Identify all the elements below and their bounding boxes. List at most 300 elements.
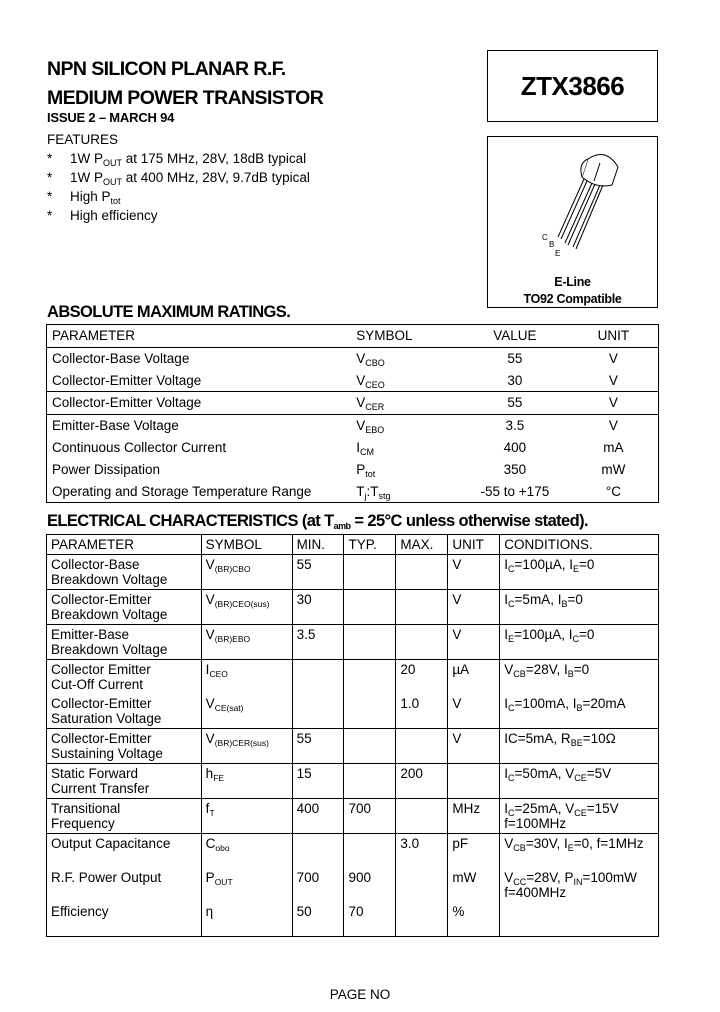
conditions-c2: [504, 746, 654, 761]
symbol-main: I: [205, 662, 210, 677]
conditions-c2: [504, 572, 654, 587]
package-compat: TO92 Compatible: [523, 292, 622, 306]
conditions-cell: [500, 902, 659, 937]
abs-param: Operating and Storage Temperature Range: [52, 483, 312, 499]
typ-cell: [344, 555, 396, 590]
param-cell: [47, 799, 202, 834]
abs-row: [47, 347, 659, 369]
symbol-main: η: [205, 904, 214, 919]
feature-text: 1W P: [70, 151, 104, 166]
condition-fragment: E: [508, 634, 515, 644]
abs-param: Continuous Collector Current: [52, 439, 227, 455]
abs-row: [47, 415, 659, 437]
electrical-title-pre: ELECTRICAL CHARACTERISTICS (at T: [47, 512, 334, 530]
symbol-cell: [201, 694, 292, 729]
condition-fragment: =0: [579, 557, 595, 572]
feature-bullet: *: [47, 151, 53, 166]
symbol-cell: [201, 590, 292, 625]
param-line-1: Static Forward: [51, 766, 139, 781]
abs-symbol-sub: j: [364, 490, 367, 501]
feature-text: High P: [70, 189, 111, 204]
param-line-1: Collector-Emitter: [51, 592, 152, 607]
min-cell: 55: [292, 555, 344, 590]
symbol-main: V: [205, 557, 215, 572]
title-line-1: NPN SILICON PLANAR R.F.: [47, 58, 286, 80]
condition-fragment: C: [572, 634, 580, 644]
electrical-row: [47, 625, 659, 660]
abs-unit: mW: [601, 461, 626, 477]
abs-symbol: [351, 370, 461, 392]
typ-cell: [344, 694, 396, 729]
condition-fragment: =100µA, I: [514, 627, 573, 642]
min-cell: 700: [292, 868, 344, 902]
abs-header-row: [47, 325, 659, 348]
conditions-c2: [504, 816, 654, 831]
condition-fragment: =5V: [586, 766, 612, 781]
min-cell: [292, 660, 344, 695]
param-line-2: Cut-Off Current: [51, 677, 144, 692]
symbol-sub: (BR)CER(sus): [214, 738, 269, 748]
abs-unit: V: [608, 350, 618, 366]
abs-value: 3.5: [505, 418, 525, 434]
condition-fragment: I: [504, 627, 509, 642]
feature-text: 1W P: [70, 170, 104, 185]
part-number-box: [487, 50, 658, 122]
abs-symbol-main-2: :T: [366, 483, 379, 499]
unit-cell: %: [448, 902, 500, 937]
param-line-2: Breakdown Voltage: [51, 607, 168, 622]
abs-symbol-main: I: [356, 439, 361, 455]
feature-item: [47, 149, 310, 168]
symbol-sub: (BR)CBO: [214, 564, 251, 574]
abs-param: Power Dissipation: [52, 461, 161, 477]
abs-unit: V: [569, 370, 659, 392]
electrical-table: [46, 534, 659, 937]
feature-item: [47, 168, 310, 187]
electrical-header-cell: MIN.: [292, 535, 344, 555]
condition-fragment: IN: [573, 877, 583, 887]
param-line-2: Frequency: [51, 816, 115, 831]
symbol-main: V: [205, 592, 215, 607]
min-cell: [292, 834, 344, 869]
abs-symbol: [351, 481, 461, 503]
max-cell: [396, 625, 448, 660]
condition-fragment: E: [573, 564, 580, 574]
feature-text: High efficiency: [70, 208, 158, 223]
max-cell: [396, 902, 448, 937]
feature-bullet: *: [47, 208, 53, 223]
abs-value: 55: [507, 350, 523, 366]
param-cell: [47, 729, 202, 764]
condition-fragment: V: [504, 662, 514, 677]
symbol-cell: [201, 902, 292, 937]
electrical-row: [47, 694, 659, 729]
unit-cell: [448, 764, 500, 799]
abs-symbol-main: V: [356, 350, 366, 366]
conditions-c1: [504, 557, 654, 572]
typ-cell: [344, 729, 396, 764]
conditions-c2: [504, 607, 654, 622]
abs-row: [47, 370, 659, 392]
symbol-cell: [201, 799, 292, 834]
part-number: ZTX3866: [520, 70, 625, 101]
abs-symbol-sub: CBO: [365, 357, 385, 368]
unit-cell: V: [448, 555, 500, 590]
condition-fragment: B: [561, 599, 568, 609]
max-cell: [396, 590, 448, 625]
abs-header-cell: UNIT: [569, 325, 659, 348]
condition-fragment: C: [508, 703, 515, 713]
abs-symbol-sub: CEO: [365, 379, 385, 390]
condition-fragment: =0: [579, 627, 595, 642]
condition-fragment: =0: [567, 592, 583, 607]
abs-symbol-sub-2: stg: [378, 490, 391, 501]
condition-fragment: =0, f=1MHz: [573, 836, 644, 851]
package-name: E-Line: [554, 275, 591, 289]
abs-symbol-main: V: [356, 372, 366, 388]
condition-fragment: =100mA, I: [514, 696, 577, 711]
abs-symbol: [351, 415, 461, 437]
max-cell: 1.0: [396, 694, 448, 729]
electrical-row: [47, 590, 659, 625]
conditions-c2: [504, 851, 654, 866]
condition-fragment: V: [504, 870, 514, 885]
electrical-row: [47, 660, 659, 695]
conditions-c1: [504, 801, 654, 816]
feature-bullet: *: [47, 189, 53, 204]
abs-symbol-sub: EBO: [365, 425, 385, 436]
min-cell: 3.5: [292, 625, 344, 660]
feature-bullet: *: [47, 170, 53, 185]
conditions-c1: [504, 731, 654, 746]
condition-fragment: =28V, P: [526, 870, 574, 885]
abs-symbol-sub: tot: [365, 468, 376, 479]
abs-symbol-main: V: [356, 418, 366, 434]
condition-fragment: =30V, I: [525, 836, 568, 851]
typ-cell: [344, 834, 396, 869]
unit-cell: V: [448, 590, 500, 625]
abs-value: 350: [503, 461, 527, 477]
symbol-sub: CEO: [209, 669, 228, 679]
abs-value: 30: [461, 370, 569, 392]
feature-subscript: OUT: [103, 177, 123, 187]
conditions-c2: [504, 642, 654, 657]
param-line-1: Collector-Base: [51, 557, 140, 572]
electrical-title-post: = 25°C unless otherwise stated).: [350, 512, 588, 530]
abs-header-cell: SYMBOL: [351, 325, 461, 348]
condition-fragment: CB: [513, 843, 526, 853]
symbol-sub: (BR)CEO(sus): [214, 599, 270, 609]
feature-text-tail: at 175 MHz, 28V, 18dB typical: [122, 151, 307, 166]
min-cell: 30: [292, 590, 344, 625]
symbol-main: P: [205, 870, 215, 885]
abs-unit: V: [569, 392, 659, 415]
param-line-2: Breakdown Voltage: [51, 572, 168, 587]
abs-symbol-main: V: [356, 395, 366, 411]
conditions-cell: [500, 868, 659, 902]
electrical-header-cell: MAX.: [396, 535, 448, 555]
abs-unit: mA: [603, 439, 624, 455]
electrical-row: [47, 799, 659, 834]
condition-fragment: =10Ω: [582, 731, 616, 746]
abs-symbol: [351, 347, 461, 369]
conditions-cell: [500, 764, 659, 799]
abs-header-cell: PARAMETER: [47, 325, 352, 348]
abs-unit: °C: [605, 483, 621, 499]
param-cell: [47, 834, 202, 869]
abs-value: 400: [503, 439, 527, 455]
symbol-main: C: [205, 836, 216, 851]
param-cell: [47, 590, 202, 625]
symbol-cell: [201, 555, 292, 590]
abs-max-title: ABSOLUTE MAXIMUM RATINGS.: [47, 303, 291, 321]
conditions-c1: [504, 627, 654, 642]
conditions-c2: [504, 711, 654, 726]
condition-fragment: CC: [513, 877, 527, 887]
typ-cell: 70: [344, 902, 396, 937]
conditions-cell: [500, 555, 659, 590]
condition-fragment: CE: [574, 808, 587, 818]
condition-fragment: I: [504, 801, 509, 816]
feature-item: [47, 206, 310, 225]
typ-cell: 700: [344, 799, 396, 834]
condition-fragment: =28V, I: [525, 662, 568, 677]
electrical-header-cell: PARAMETER: [47, 535, 202, 555]
param-line-1: Collector-Emitter: [51, 731, 152, 746]
max-cell: 20: [396, 660, 448, 695]
condition-fragment: B: [576, 703, 583, 713]
condition-fragment: C: [508, 773, 515, 783]
max-cell: 3.0: [396, 834, 448, 869]
abs-row: [47, 437, 659, 459]
min-cell: 15: [292, 764, 344, 799]
abs-symbol: [351, 392, 461, 415]
symbol-main: V: [205, 731, 215, 746]
condition-fragment: =5mA, I: [514, 592, 562, 607]
condition-fragment: C: [508, 599, 515, 609]
condition-fragment: C: [508, 564, 515, 574]
abs-row: [47, 481, 659, 503]
symbol-sub: FE: [213, 773, 225, 783]
condition-fragment: =50mA, V: [514, 766, 575, 781]
symbol-sub: OUT: [214, 877, 233, 887]
abs-param: Collector-Base Voltage: [52, 350, 190, 366]
unit-cell: pF: [448, 834, 500, 869]
param-line-1: Emitter-Base: [51, 627, 130, 642]
param-line-1: Collector Emitter: [51, 662, 151, 677]
param-cell: [47, 660, 202, 695]
conditions-cell: [500, 694, 659, 729]
condition-fragment: E: [567, 843, 574, 853]
condition-fragment: =20mA: [582, 696, 626, 711]
electrical-row: [47, 729, 659, 764]
features-list: [47, 130, 310, 225]
page-number: PAGE NO: [329, 987, 391, 1002]
abs-unit: V: [608, 418, 618, 434]
feature-text-tail: at 400 MHz, 28V, 9.7dB typical: [122, 170, 310, 185]
conditions-cell: [500, 625, 659, 660]
pin-e-label: E: [555, 249, 561, 258]
electrical-row: [47, 834, 659, 869]
max-cell: [396, 799, 448, 834]
abs-symbol-main: T: [356, 483, 365, 499]
conditions-c1: [504, 592, 654, 607]
abs-value: 55: [461, 392, 569, 415]
conditions-c1: [504, 836, 654, 851]
unit-cell: µA: [448, 660, 500, 695]
symbol-sub: CE(sat): [214, 703, 244, 713]
conditions-c2: [504, 781, 654, 796]
param-line-1: Collector-Emitter: [51, 696, 152, 711]
electrical-header-cell: UNIT: [448, 535, 500, 555]
typ-cell: [344, 764, 396, 799]
condition-fragment: I: [504, 696, 509, 711]
electrical-header-row: [47, 535, 659, 555]
title-line-2: MEDIUM POWER TRANSISTOR: [47, 87, 324, 109]
symbol-main: V: [205, 627, 215, 642]
conditions-c1: [504, 870, 654, 885]
features-heading: FEATURES: [47, 132, 119, 147]
electrical-row: [47, 764, 659, 799]
conditions-c1: [504, 904, 654, 919]
param-line-2: Current Transfer: [51, 781, 150, 796]
conditions-c1: [504, 696, 654, 711]
unit-cell: V: [448, 625, 500, 660]
param-cell: [47, 764, 202, 799]
feature-subscript: tot: [110, 196, 121, 206]
unit-cell: V: [448, 729, 500, 764]
max-cell: [396, 729, 448, 764]
condition-fragment: =0: [573, 662, 590, 677]
symbol-cell: [201, 868, 292, 902]
symbol-cell: [201, 660, 292, 695]
unit-cell: mW: [448, 868, 500, 902]
condition-fragment: =15V: [586, 801, 619, 816]
abs-row: [47, 459, 659, 481]
abs-param: Collector-Emitter Voltage: [47, 370, 352, 392]
issue-line: ISSUE 2 – MARCH 94: [47, 110, 175, 125]
electrical-title-sub: amb: [333, 521, 351, 531]
param-cell: [47, 694, 202, 729]
condition-fragment: =100mW: [582, 870, 637, 885]
max-cell: [396, 555, 448, 590]
param-line-2: Sustaining Voltage: [51, 746, 163, 761]
param-line-1: Output Capacitance: [51, 836, 171, 851]
abs-param: Collector-Emitter Voltage: [47, 392, 352, 415]
unit-cell: MHz: [448, 799, 500, 834]
symbol-main: V: [205, 696, 215, 711]
param-line-1: R.F. Power Output: [51, 870, 162, 885]
abs-symbol-sub: CM: [360, 446, 375, 457]
symbol-cell: [201, 764, 292, 799]
conditions-cell: [500, 729, 659, 764]
electrical-row: [47, 868, 659, 902]
abs-header-cell: VALUE: [461, 325, 569, 348]
symbol-sub: obo: [215, 843, 230, 853]
condition-fragment: I: [504, 557, 509, 572]
param-cell: [47, 902, 202, 937]
electrical-title: [47, 512, 588, 531]
pin-c-label: C: [542, 233, 548, 242]
conditions-cell: [500, 660, 659, 695]
symbol-cell: [201, 729, 292, 764]
param-line-1: Transitional: [51, 801, 121, 816]
electrical-header-cell: TYP.: [344, 535, 396, 555]
condition-fragment: I: [504, 592, 509, 607]
conditions-c2: [504, 919, 654, 934]
condition-fragment: BE: [570, 738, 583, 748]
symbol-main: f: [205, 801, 210, 816]
condition-fragment: I: [504, 766, 509, 781]
condition-fragment: CB: [513, 669, 526, 679]
electrical-header-cell: SYMBOL: [201, 535, 292, 555]
abs-symbol-sub: CER: [365, 402, 385, 413]
condition-fragment: f=400MHz: [504, 885, 567, 900]
abs-symbol-main: P: [356, 461, 366, 477]
electrical-header-cell: CONDITIONS.: [500, 535, 659, 555]
symbol-cell: [201, 625, 292, 660]
symbol-cell: [201, 834, 292, 869]
condition-fragment: IC=5mA, R: [504, 731, 571, 746]
symbol-main: h: [205, 766, 214, 781]
conditions-c2: [504, 885, 654, 900]
conditions-c1: [504, 766, 654, 781]
param-line-2: Breakdown Voltage: [51, 642, 168, 657]
condition-fragment: C: [508, 808, 515, 818]
condition-fragment: V: [504, 836, 514, 851]
min-cell: 50: [292, 902, 344, 937]
symbol-sub: T: [209, 808, 215, 818]
feature-item: [47, 187, 310, 206]
max-cell: 200: [396, 764, 448, 799]
max-cell: [396, 868, 448, 902]
conditions-c1: [504, 662, 654, 677]
conditions-cell: [500, 834, 659, 869]
condition-fragment: =100µA, I: [514, 557, 573, 572]
pin-b-label: B: [549, 240, 555, 249]
param-line-1: Efficiency: [51, 904, 109, 919]
abs-value: -55 to +175: [480, 483, 550, 499]
typ-cell: [344, 625, 396, 660]
typ-cell: 900: [344, 868, 396, 902]
abs-max-table: [46, 324, 659, 503]
param-cell: [47, 868, 202, 902]
feature-subscript: OUT: [103, 158, 123, 168]
package-box: [487, 136, 658, 308]
condition-fragment: =25mA, V: [514, 801, 575, 816]
typ-cell: [344, 590, 396, 625]
param-cell: [47, 625, 202, 660]
min-cell: 55: [292, 729, 344, 764]
symbol-sub: (BR)EBO: [214, 634, 251, 644]
condition-fragment: f=100MHz: [504, 816, 567, 831]
conditions-cell: [500, 590, 659, 625]
abs-param: Emitter-Base Voltage: [52, 418, 179, 434]
unit-cell: V: [448, 694, 500, 729]
abs-row: [47, 392, 659, 415]
electrical-row: [47, 555, 659, 590]
typ-cell: [344, 660, 396, 695]
min-cell: [292, 694, 344, 729]
document-title: [47, 55, 323, 113]
param-cell: [47, 555, 202, 590]
condition-fragment: CE: [574, 773, 587, 783]
electrical-row: [47, 902, 659, 937]
condition-fragment: B: [567, 669, 574, 679]
abs-symbol: [351, 437, 461, 459]
abs-symbol: [351, 459, 461, 481]
conditions-c2: [504, 677, 654, 692]
